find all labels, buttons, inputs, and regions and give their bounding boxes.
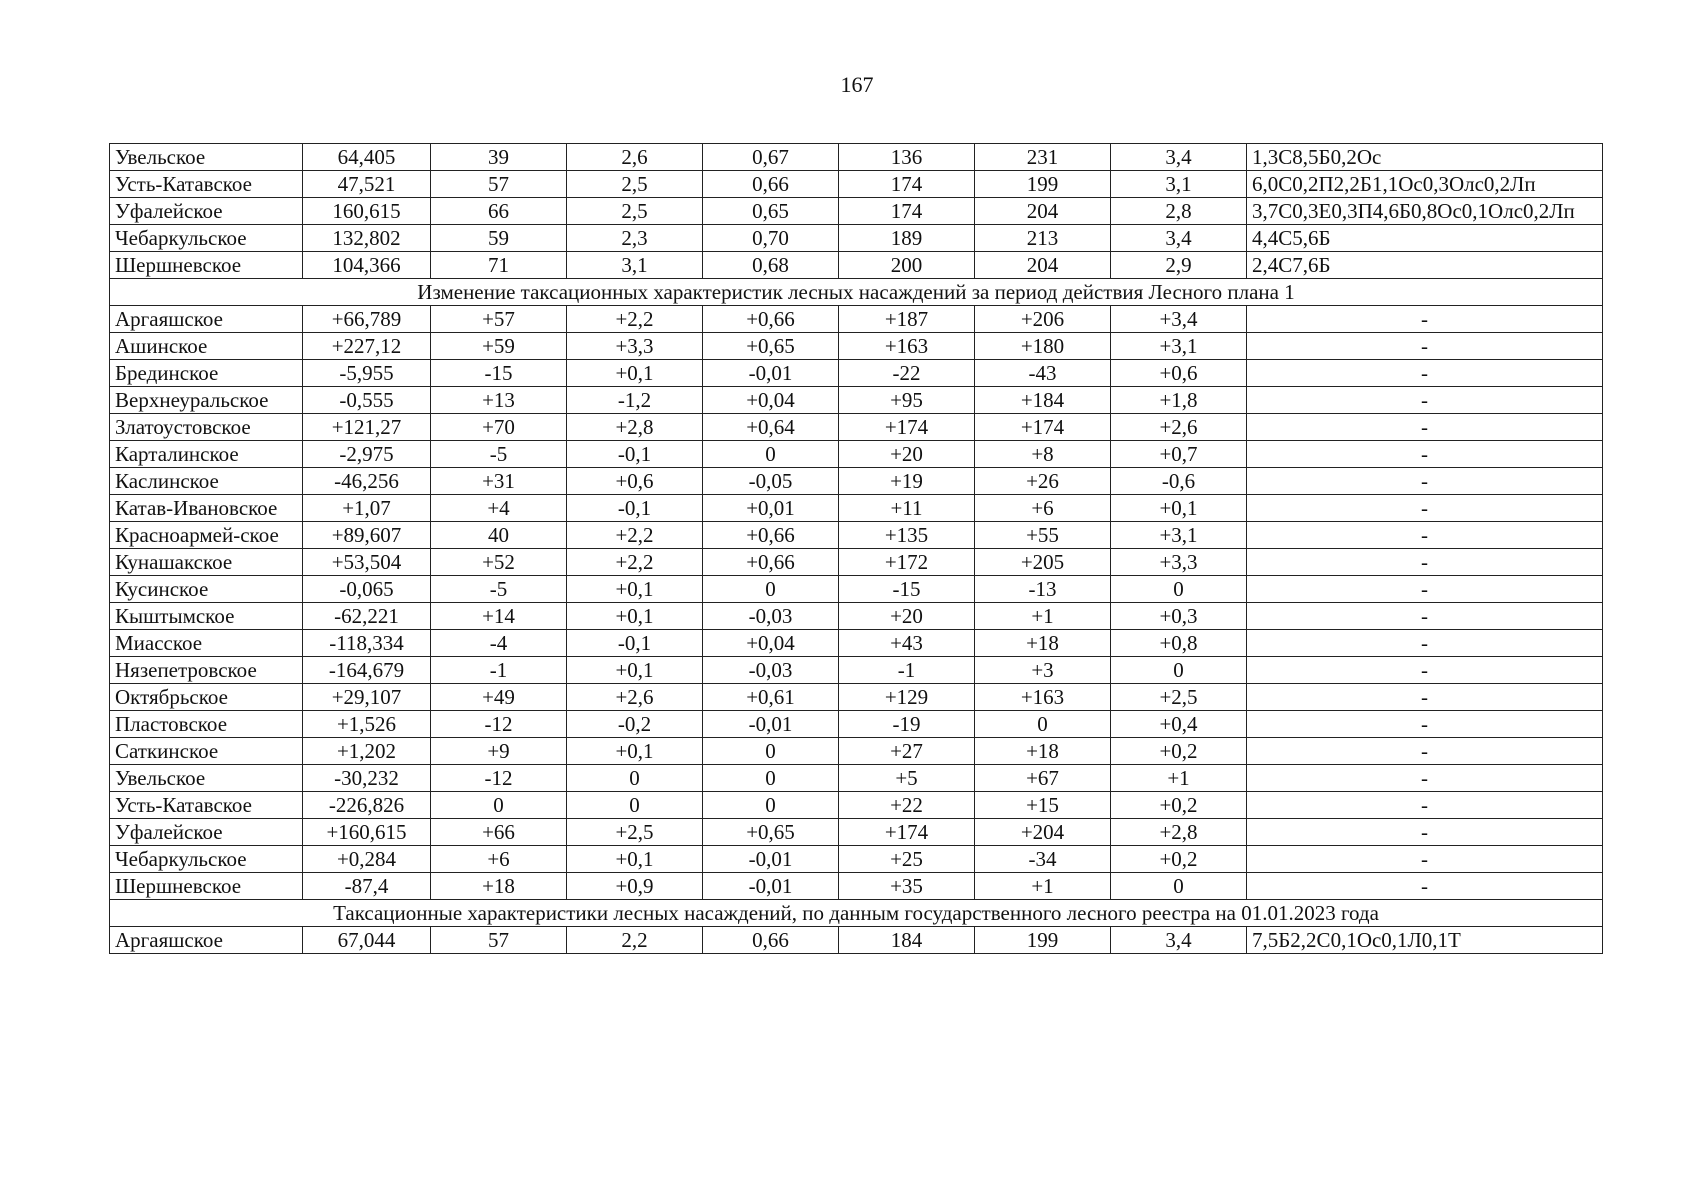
value-cell: -5,955 — [303, 360, 431, 387]
value-cell: 67,044 — [303, 927, 431, 954]
value-cell: +2,6 — [1111, 414, 1247, 441]
table-row — [110, 711, 1603, 738]
forestry-name-cell: Ашинское — [110, 333, 303, 360]
value-cell: +18 — [975, 738, 1111, 765]
section-header-row — [110, 900, 1603, 927]
value-cell: +180 — [975, 333, 1111, 360]
value-cell: 71 — [431, 252, 567, 279]
value-cell: +66 — [431, 819, 567, 846]
value-cell: 0 — [431, 792, 567, 819]
value-cell: 3,1 — [567, 252, 703, 279]
forestry-name-cell: Кыштымское — [110, 603, 303, 630]
table-row — [110, 657, 1603, 684]
forestry-name-cell: Катав-Ивановское — [110, 495, 303, 522]
forestry-name-cell: Увельское — [110, 765, 303, 792]
value-cell: +0,66 — [703, 522, 839, 549]
table-row — [110, 144, 1603, 171]
value-cell: 160,615 — [303, 198, 431, 225]
value-cell: +0,1 — [567, 738, 703, 765]
table-body — [110, 144, 1603, 954]
species-composition-cell: - — [1247, 873, 1603, 900]
value-cell: +187 — [839, 306, 975, 333]
value-cell: 199 — [975, 927, 1111, 954]
value-cell: +67 — [975, 765, 1111, 792]
value-cell: +204 — [975, 819, 1111, 846]
value-cell: -0,01 — [703, 846, 839, 873]
value-cell: 3,4 — [1111, 927, 1247, 954]
value-cell: +163 — [975, 684, 1111, 711]
value-cell: +1,8 — [1111, 387, 1247, 414]
value-cell: 57 — [431, 171, 567, 198]
value-cell: +184 — [975, 387, 1111, 414]
value-cell: +18 — [431, 873, 567, 900]
value-cell: 57 — [431, 927, 567, 954]
value-cell: -0,03 — [703, 657, 839, 684]
value-cell: +0,1 — [567, 603, 703, 630]
value-cell: +0,66 — [703, 306, 839, 333]
species-composition-cell: - — [1247, 603, 1603, 630]
species-composition-cell: 2,4С7,6Б — [1247, 252, 1603, 279]
value-cell: -87,4 — [303, 873, 431, 900]
species-composition-cell: - — [1247, 630, 1603, 657]
value-cell: +160,615 — [303, 819, 431, 846]
value-cell: 189 — [839, 225, 975, 252]
species-composition-cell: - — [1247, 414, 1603, 441]
forestry-name-cell: Златоустовское — [110, 414, 303, 441]
species-composition-cell: - — [1247, 468, 1603, 495]
table-row — [110, 333, 1603, 360]
value-cell: 2,3 — [567, 225, 703, 252]
table-row — [110, 603, 1603, 630]
forestry-name-cell: Красноармей-ское — [110, 522, 303, 549]
species-composition-cell: 3,7С0,3Е0,3П4,6Б0,8Ос0,1Олс0,2Лп — [1247, 198, 1603, 225]
table-row — [110, 441, 1603, 468]
table-row — [110, 225, 1603, 252]
value-cell: 0 — [1111, 576, 1247, 603]
forestry-name-cell: Миасское — [110, 630, 303, 657]
value-cell: 66 — [431, 198, 567, 225]
value-cell: 104,366 — [303, 252, 431, 279]
value-cell: -19 — [839, 711, 975, 738]
table-row — [110, 819, 1603, 846]
value-cell: 0,66 — [703, 171, 839, 198]
value-cell: +19 — [839, 468, 975, 495]
value-cell: +13 — [431, 387, 567, 414]
value-cell: +6 — [431, 846, 567, 873]
value-cell: -0,05 — [703, 468, 839, 495]
table-row — [110, 873, 1603, 900]
forestry-name-cell: Чебаркульское — [110, 225, 303, 252]
table-row — [110, 414, 1603, 441]
value-cell: 0,67 — [703, 144, 839, 171]
value-cell: +135 — [839, 522, 975, 549]
page-number: 167 — [840, 72, 874, 97]
value-cell: -226,826 — [303, 792, 431, 819]
value-cell: -0,01 — [703, 711, 839, 738]
value-cell: +0,7 — [1111, 441, 1247, 468]
value-cell: +0,1 — [567, 360, 703, 387]
value-cell: +25 — [839, 846, 975, 873]
value-cell: 0 — [975, 711, 1111, 738]
value-cell: +3,1 — [1111, 333, 1247, 360]
value-cell: +0,61 — [703, 684, 839, 711]
value-cell: +27 — [839, 738, 975, 765]
value-cell: -0,065 — [303, 576, 431, 603]
value-cell: 0 — [703, 792, 839, 819]
value-cell: +8 — [975, 441, 1111, 468]
species-composition-cell: - — [1247, 738, 1603, 765]
value-cell: 2,5 — [567, 198, 703, 225]
value-cell: 213 — [975, 225, 1111, 252]
table-row — [110, 522, 1603, 549]
forestry-name-cell: Каслинское — [110, 468, 303, 495]
value-cell: +0,284 — [303, 846, 431, 873]
value-cell: +206 — [975, 306, 1111, 333]
table-row — [110, 252, 1603, 279]
table-row — [110, 360, 1603, 387]
value-cell: +66,789 — [303, 306, 431, 333]
value-cell: 40 — [431, 522, 567, 549]
value-cell: 0 — [703, 765, 839, 792]
value-cell: -5 — [431, 576, 567, 603]
forestry-name-cell: Усть-Катавское — [110, 171, 303, 198]
forestry-name-cell: Нязепетровское — [110, 657, 303, 684]
forestry-name-cell: Усть-Катавское — [110, 792, 303, 819]
value-cell: +29,107 — [303, 684, 431, 711]
value-cell: +0,6 — [567, 468, 703, 495]
value-cell: +0,64 — [703, 414, 839, 441]
value-cell: +4 — [431, 495, 567, 522]
value-cell: +174 — [839, 414, 975, 441]
value-cell: 2,9 — [1111, 252, 1247, 279]
value-cell: -0,01 — [703, 360, 839, 387]
value-cell: +1 — [975, 873, 1111, 900]
value-cell: +121,27 — [303, 414, 431, 441]
value-cell: -43 — [975, 360, 1111, 387]
value-cell: +14 — [431, 603, 567, 630]
species-composition-cell: - — [1247, 549, 1603, 576]
value-cell: +0,2 — [1111, 738, 1247, 765]
value-cell: 0 — [703, 576, 839, 603]
species-composition-cell: - — [1247, 387, 1603, 414]
value-cell: +0,6 — [1111, 360, 1247, 387]
forestry-name-cell: Шершневское — [110, 252, 303, 279]
value-cell: +55 — [975, 522, 1111, 549]
value-cell: 0,65 — [703, 198, 839, 225]
value-cell: +0,1 — [567, 846, 703, 873]
value-cell: -22 — [839, 360, 975, 387]
value-cell: -30,232 — [303, 765, 431, 792]
value-cell: +20 — [839, 441, 975, 468]
section-title: Таксационные характеристики лесных насаждений, по данным государственного лесного реестра на 01.01.2023 года — [110, 900, 1603, 927]
value-cell: 2,6 — [567, 144, 703, 171]
value-cell: -15 — [839, 576, 975, 603]
table-row — [110, 792, 1603, 819]
forestry-name-cell: Саткинское — [110, 738, 303, 765]
value-cell: +172 — [839, 549, 975, 576]
value-cell: 204 — [975, 252, 1111, 279]
value-cell: 174 — [839, 198, 975, 225]
value-cell: 0 — [1111, 873, 1247, 900]
value-cell: 3,1 — [1111, 171, 1247, 198]
species-composition-cell: - — [1247, 819, 1603, 846]
value-cell: +20 — [839, 603, 975, 630]
value-cell: +227,12 — [303, 333, 431, 360]
species-composition-cell: - — [1247, 792, 1603, 819]
value-cell: +22 — [839, 792, 975, 819]
value-cell: +3,1 — [1111, 522, 1247, 549]
forestry-name-cell: Аргаяшское — [110, 306, 303, 333]
value-cell: +2,2 — [567, 306, 703, 333]
value-cell: +174 — [839, 819, 975, 846]
value-cell: 3,4 — [1111, 144, 1247, 171]
forestry-name-cell: Увельское — [110, 144, 303, 171]
value-cell: -5 — [431, 441, 567, 468]
value-cell: +0,4 — [1111, 711, 1247, 738]
forestry-name-cell: Шершневское — [110, 873, 303, 900]
value-cell: +95 — [839, 387, 975, 414]
value-cell: -15 — [431, 360, 567, 387]
value-cell: +3,3 — [567, 333, 703, 360]
value-cell: +0,8 — [1111, 630, 1247, 657]
value-cell: +18 — [975, 630, 1111, 657]
table-row — [110, 846, 1603, 873]
table-row — [110, 306, 1603, 333]
value-cell: 0,68 — [703, 252, 839, 279]
value-cell: +2,2 — [567, 549, 703, 576]
value-cell: -0,555 — [303, 387, 431, 414]
value-cell: -2,975 — [303, 441, 431, 468]
value-cell: +2,8 — [1111, 819, 1247, 846]
value-cell: -0,01 — [703, 873, 839, 900]
value-cell: +9 — [431, 738, 567, 765]
value-cell: +31 — [431, 468, 567, 495]
value-cell: +0,1 — [567, 657, 703, 684]
species-composition-cell: - — [1247, 765, 1603, 792]
forestry-name-cell: Кунашакское — [110, 549, 303, 576]
value-cell: +57 — [431, 306, 567, 333]
value-cell: 184 — [839, 927, 975, 954]
value-cell: 2,2 — [567, 927, 703, 954]
forestry-name-cell: Брединское — [110, 360, 303, 387]
species-composition-cell: - — [1247, 657, 1603, 684]
species-composition-cell: - — [1247, 360, 1603, 387]
value-cell: +129 — [839, 684, 975, 711]
value-cell: -62,221 — [303, 603, 431, 630]
species-composition-cell: 1,3С8,5Б0,2Ос — [1247, 144, 1603, 171]
forestry-name-cell: Уфалейское — [110, 819, 303, 846]
value-cell: +5 — [839, 765, 975, 792]
value-cell: +3,4 — [1111, 306, 1247, 333]
value-cell: -13 — [975, 576, 1111, 603]
value-cell: +49 — [431, 684, 567, 711]
value-cell: -0,03 — [703, 603, 839, 630]
table-row — [110, 576, 1603, 603]
value-cell: 231 — [975, 144, 1111, 171]
value-cell: -4 — [431, 630, 567, 657]
value-cell: +26 — [975, 468, 1111, 495]
value-cell: +0,1 — [1111, 495, 1247, 522]
value-cell: -12 — [431, 765, 567, 792]
value-cell: +1 — [1111, 765, 1247, 792]
value-cell: +205 — [975, 549, 1111, 576]
table-row — [110, 738, 1603, 765]
forestry-name-cell: Кусинское — [110, 576, 303, 603]
table-row — [110, 765, 1603, 792]
value-cell: -34 — [975, 846, 1111, 873]
value-cell: +2,8 — [567, 414, 703, 441]
value-cell: +1,07 — [303, 495, 431, 522]
value-cell: +52 — [431, 549, 567, 576]
value-cell: +53,504 — [303, 549, 431, 576]
value-cell: 2,8 — [1111, 198, 1247, 225]
value-cell: +0,1 — [567, 576, 703, 603]
value-cell: +70 — [431, 414, 567, 441]
value-cell: 0 — [703, 738, 839, 765]
value-cell: 3,4 — [1111, 225, 1247, 252]
forestry-name-cell: Аргаяшское — [110, 927, 303, 954]
forestry-name-cell: Карталинское — [110, 441, 303, 468]
table-row — [110, 198, 1603, 225]
species-composition-cell: - — [1247, 684, 1603, 711]
value-cell: +0,2 — [1111, 846, 1247, 873]
value-cell: 64,405 — [303, 144, 431, 171]
table-row — [110, 387, 1603, 414]
value-cell: -1 — [431, 657, 567, 684]
forestry-name-cell: Уфалейское — [110, 198, 303, 225]
value-cell: +174 — [975, 414, 1111, 441]
value-cell: 59 — [431, 225, 567, 252]
forestry-name-cell: Верхнеуральское — [110, 387, 303, 414]
forestry-name-cell: Пластовское — [110, 711, 303, 738]
value-cell: +1 — [975, 603, 1111, 630]
forestry-name-cell: Октябрьское — [110, 684, 303, 711]
value-cell: -0,1 — [567, 630, 703, 657]
value-cell: -46,256 — [303, 468, 431, 495]
value-cell: +0,2 — [1111, 792, 1247, 819]
value-cell: +2,5 — [1111, 684, 1247, 711]
value-cell: 2,5 — [567, 171, 703, 198]
value-cell: +163 — [839, 333, 975, 360]
value-cell: +0,01 — [703, 495, 839, 522]
value-cell: 132,802 — [303, 225, 431, 252]
value-cell: +11 — [839, 495, 975, 522]
species-composition-cell: 4,4С5,6Б — [1247, 225, 1603, 252]
value-cell: 174 — [839, 171, 975, 198]
table-row — [110, 684, 1603, 711]
table-row — [110, 171, 1603, 198]
forest-characteristics-table — [109, 143, 1603, 954]
value-cell: -1,2 — [567, 387, 703, 414]
species-composition-cell: - — [1247, 576, 1603, 603]
value-cell: +2,6 — [567, 684, 703, 711]
value-cell: +35 — [839, 873, 975, 900]
value-cell: 136 — [839, 144, 975, 171]
value-cell: +0,3 — [1111, 603, 1247, 630]
value-cell: -1 — [839, 657, 975, 684]
species-composition-cell: 7,5Б2,2С0,1Ос0,1Л0,1Т — [1247, 927, 1603, 954]
section-title: Изменение таксационных характеристик лесных насаждений за период действия Лесного плана 1 — [110, 279, 1603, 306]
value-cell: +15 — [975, 792, 1111, 819]
value-cell: 0 — [567, 765, 703, 792]
value-cell: 0 — [567, 792, 703, 819]
value-cell: 39 — [431, 144, 567, 171]
value-cell: +43 — [839, 630, 975, 657]
species-composition-cell: - — [1247, 306, 1603, 333]
species-composition-cell: - — [1247, 333, 1603, 360]
table-row — [110, 495, 1603, 522]
value-cell: +0,65 — [703, 819, 839, 846]
value-cell: +2,5 — [567, 819, 703, 846]
species-composition-cell: - — [1247, 495, 1603, 522]
value-cell: +89,607 — [303, 522, 431, 549]
value-cell: 0 — [1111, 657, 1247, 684]
value-cell: +3,3 — [1111, 549, 1247, 576]
value-cell: -164,679 — [303, 657, 431, 684]
value-cell: +59 — [431, 333, 567, 360]
species-composition-cell: - — [1247, 711, 1603, 738]
species-composition-cell: 6,0С0,2П2,2Б1,1Ос0,3Олс0,2Лп — [1247, 171, 1603, 198]
value-cell: -0,2 — [567, 711, 703, 738]
forestry-name-cell: Чебаркульское — [110, 846, 303, 873]
value-cell: 0,66 — [703, 927, 839, 954]
value-cell: -12 — [431, 711, 567, 738]
value-cell: -0,1 — [567, 495, 703, 522]
species-composition-cell: - — [1247, 522, 1603, 549]
table-row — [110, 549, 1603, 576]
species-composition-cell: - — [1247, 441, 1603, 468]
value-cell: +3 — [975, 657, 1111, 684]
value-cell: 200 — [839, 252, 975, 279]
value-cell: 47,521 — [303, 171, 431, 198]
section-header-row — [110, 279, 1603, 306]
species-composition-cell: - — [1247, 846, 1603, 873]
value-cell: 0,70 — [703, 225, 839, 252]
value-cell: -0,6 — [1111, 468, 1247, 495]
value-cell: +0,04 — [703, 387, 839, 414]
table-row — [110, 468, 1603, 495]
value-cell: 0 — [703, 441, 839, 468]
value-cell: +1,202 — [303, 738, 431, 765]
value-cell: 199 — [975, 171, 1111, 198]
value-cell: +0,65 — [703, 333, 839, 360]
value-cell: 204 — [975, 198, 1111, 225]
value-cell: +2,2 — [567, 522, 703, 549]
value-cell: +6 — [975, 495, 1111, 522]
value-cell: -0,1 — [567, 441, 703, 468]
value-cell: +0,66 — [703, 549, 839, 576]
table-row — [110, 927, 1603, 954]
table-row — [110, 630, 1603, 657]
value-cell: +0,9 — [567, 873, 703, 900]
value-cell: +1,526 — [303, 711, 431, 738]
value-cell: +0,04 — [703, 630, 839, 657]
value-cell: -118,334 — [303, 630, 431, 657]
